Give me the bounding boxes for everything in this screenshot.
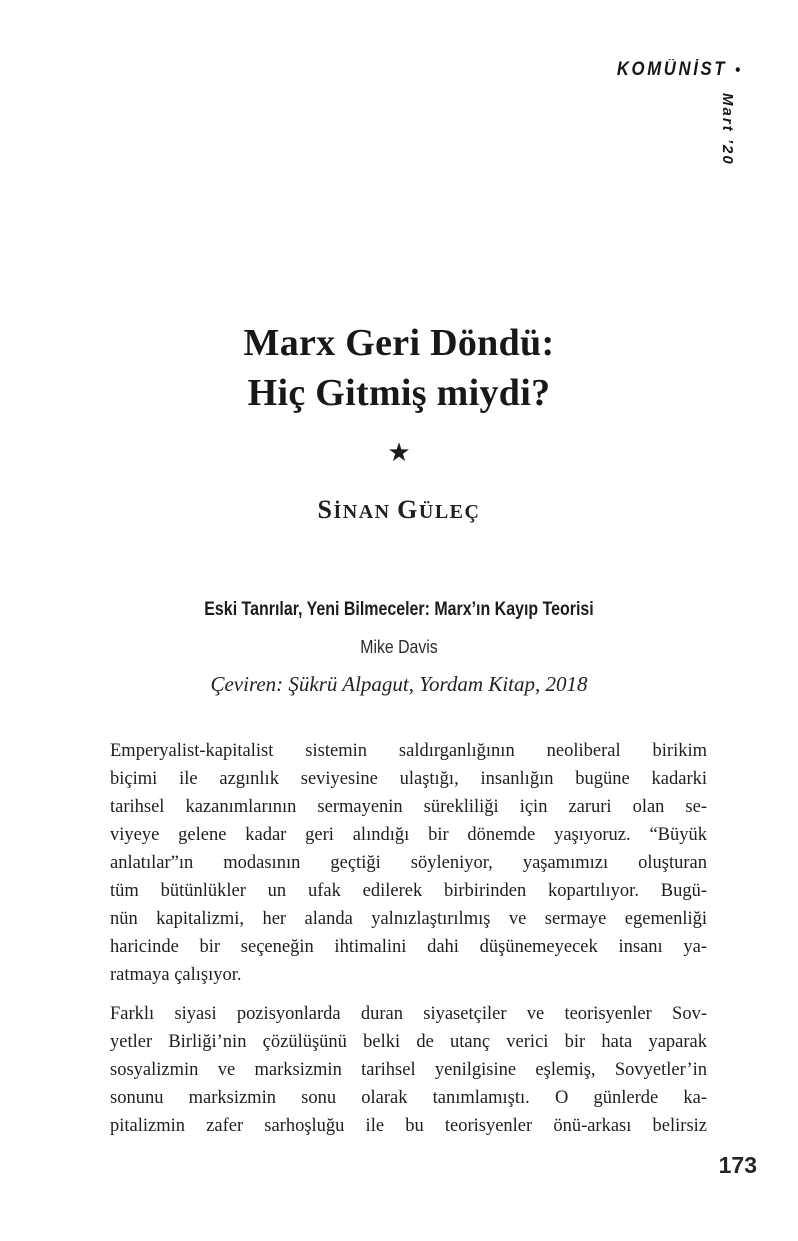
body-line: Emperyalist-kapitalist sistemin saldırganlığının neoliberal birikim (110, 741, 707, 761)
masthead-bullet-icon: • (734, 60, 740, 79)
author-name: SİNAN GÜLEÇ (317, 495, 481, 524)
issue-date-vertical: Mart ’20 (719, 93, 736, 166)
page-number: 173 (718, 1152, 757, 1178)
article-title (0, 318, 798, 418)
body-line: viyeye gelene kadar geri alındığı bir dönemde yaşıyoruz. “Büyük (110, 825, 707, 845)
body-line: sosyalizmin ve marksizmin tarihsel yenilgisine eşlemiş, Sovyetler’in (110, 1060, 707, 1080)
body-line: nün kapitalizmi, her alanda yalnızlaştırılmış ve sermaye egemenliği (110, 909, 707, 929)
article-body (110, 737, 707, 1140)
body-line: sonunu marksizmin sonu olarak tanımlamıştı. O günlerde ka- (110, 1088, 707, 1108)
body-paragraph (110, 1000, 707, 1140)
journal-name: KOMÜNİST (616, 59, 727, 80)
body-line: yetler Birliği’nin çözülüşünü belki de utanç verici bir hata yaparak (110, 1032, 707, 1052)
body-line: ratmaya çalışıyor. (110, 965, 242, 985)
body-line: haricinde bir seçeneğin ihtimalini dahi düşünemeyecek insanı ya- (110, 937, 707, 957)
body-line: tarihsel kazanımlarının sermayenin sürekliliği için zaruri olan se- (110, 797, 707, 817)
article-title-line1: Marx Geri Döndü: (243, 322, 555, 364)
body-line: anlatılar”ın modasının geçtiği söyleniyor, yaşamımızı oluşturan (110, 853, 707, 873)
body-line: Farklı siyasi pozisyonlarda duran siyasetçiler ve teorisyenler Sov- (110, 1004, 707, 1024)
book-author: Mike Davis (360, 637, 438, 657)
star-divider-icon: ★ (387, 438, 411, 467)
body-line: biçimi ile azgınlık seviyesine ulaştığı, insanlığın bugüne kadarki (110, 769, 707, 789)
book-title: Eski Tanrılar, Yeni Bilmeceler: Marx’ın Kayıp Teorisi (204, 599, 594, 620)
body-line: pitalizmin zafer sarhoşluğu ile bu teorisyenler önü-arkası belirsiz (110, 1116, 707, 1136)
reviewed-book-reference (0, 599, 798, 697)
body-line: tüm bütünlükler un ufak edilerek birbirinden kopartılıyor. Bugü- (110, 881, 707, 901)
book-translation-note: Çeviren: Şükrü Alpagut, Yordam Kitap, 2018 (210, 672, 588, 696)
article-title-line2: Hiç Gitmiş miydi? (247, 372, 551, 414)
body-paragraph (110, 737, 707, 989)
